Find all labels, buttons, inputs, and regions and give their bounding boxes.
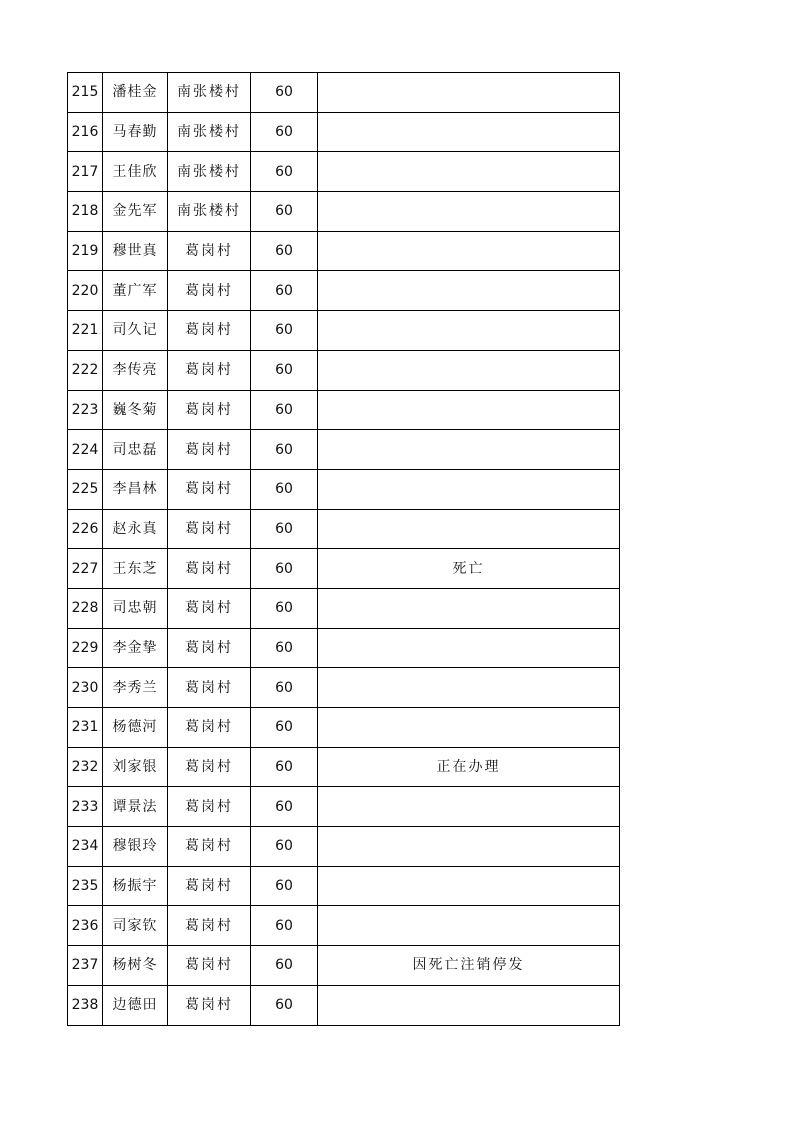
row-number: 237 [68, 946, 103, 986]
village-name: 葛岗村 [168, 390, 251, 430]
remark-cell [318, 985, 620, 1025]
table-row [68, 946, 620, 986]
table-row [68, 866, 620, 906]
amount-cell: 60 [251, 747, 318, 787]
village-name: 葛岗村 [168, 430, 251, 470]
remark-cell [318, 668, 620, 708]
row-number: 223 [68, 390, 103, 430]
amount-cell: 60 [251, 231, 318, 271]
row-number: 225 [68, 469, 103, 509]
person-name: 杨树冬 [103, 946, 168, 986]
amount-cell: 60 [251, 906, 318, 946]
amount-cell: 60 [251, 192, 318, 232]
amount-cell: 60 [251, 390, 318, 430]
row-number: 218 [68, 192, 103, 232]
remark-cell [318, 350, 620, 390]
person-name: 穆银玲 [103, 827, 168, 867]
village-name: 葛岗村 [168, 827, 251, 867]
person-name: 王佳欣 [103, 152, 168, 192]
amount-cell: 60 [251, 509, 318, 549]
person-name: 司忠朝 [103, 588, 168, 628]
row-number: 232 [68, 747, 103, 787]
village-name: 葛岗村 [168, 787, 251, 827]
village-name: 南张楼村 [168, 73, 251, 113]
person-name: 谭景法 [103, 787, 168, 827]
amount-cell: 60 [251, 628, 318, 668]
remark-cell [318, 708, 620, 748]
amount-cell: 60 [251, 152, 318, 192]
person-name: 马春勤 [103, 112, 168, 152]
amount-cell: 60 [251, 112, 318, 152]
table-row [68, 350, 620, 390]
row-number: 229 [68, 628, 103, 668]
table-row [68, 73, 620, 113]
remark-cell [318, 112, 620, 152]
table-row [68, 985, 620, 1025]
table-row [68, 311, 620, 351]
subsidy-table [67, 72, 620, 1026]
remark-cell [318, 866, 620, 906]
row-number: 234 [68, 827, 103, 867]
remark-cell [318, 430, 620, 470]
amount-cell: 60 [251, 708, 318, 748]
village-name: 葛岗村 [168, 469, 251, 509]
village-name: 葛岗村 [168, 985, 251, 1025]
person-name: 巍冬菊 [103, 390, 168, 430]
village-name: 葛岗村 [168, 231, 251, 271]
row-number: 228 [68, 588, 103, 628]
amount-cell: 60 [251, 350, 318, 390]
amount-cell: 60 [251, 946, 318, 986]
table-body [68, 73, 620, 1026]
table-row [68, 747, 620, 787]
remark-cell [318, 271, 620, 311]
village-name: 葛岗村 [168, 747, 251, 787]
table-row [68, 906, 620, 946]
village-name: 葛岗村 [168, 906, 251, 946]
village-name: 南张楼村 [168, 192, 251, 232]
amount-cell: 60 [251, 311, 318, 351]
amount-cell: 60 [251, 73, 318, 113]
village-name: 葛岗村 [168, 866, 251, 906]
remark-cell: 因死亡注销停发 [318, 946, 620, 986]
row-number: 219 [68, 231, 103, 271]
row-number: 215 [68, 73, 103, 113]
table-row [68, 152, 620, 192]
remark-cell [318, 311, 620, 351]
remark-cell [318, 192, 620, 232]
amount-cell: 60 [251, 985, 318, 1025]
row-number: 222 [68, 350, 103, 390]
table-row [68, 192, 620, 232]
table-row [68, 549, 620, 589]
person-name: 穆世真 [103, 231, 168, 271]
table-row [68, 588, 620, 628]
table-row [68, 668, 620, 708]
remark-cell: 死亡 [318, 549, 620, 589]
table-row [68, 469, 620, 509]
table-row [68, 509, 620, 549]
table-row [68, 112, 620, 152]
village-name: 葛岗村 [168, 628, 251, 668]
village-name: 葛岗村 [168, 311, 251, 351]
remark-cell [318, 73, 620, 113]
remark-cell [318, 827, 620, 867]
amount-cell: 60 [251, 469, 318, 509]
amount-cell: 60 [251, 787, 318, 827]
row-number: 221 [68, 311, 103, 351]
person-name: 杨振宇 [103, 866, 168, 906]
person-name: 李传亮 [103, 350, 168, 390]
table-row [68, 271, 620, 311]
remark-cell [318, 628, 620, 668]
person-name: 董广军 [103, 271, 168, 311]
remark-cell [318, 588, 620, 628]
person-name: 潘桂金 [103, 73, 168, 113]
person-name: 边德田 [103, 985, 168, 1025]
row-number: 227 [68, 549, 103, 589]
remark-cell [318, 469, 620, 509]
amount-cell: 60 [251, 866, 318, 906]
person-name: 司忠磊 [103, 430, 168, 470]
table-row [68, 430, 620, 470]
row-number: 231 [68, 708, 103, 748]
person-name: 赵永真 [103, 509, 168, 549]
village-name: 葛岗村 [168, 668, 251, 708]
village-name: 葛岗村 [168, 271, 251, 311]
village-name: 葛岗村 [168, 708, 251, 748]
village-name: 葛岗村 [168, 946, 251, 986]
table-row [68, 708, 620, 748]
table-row [68, 628, 620, 668]
amount-cell: 60 [251, 271, 318, 311]
remark-cell [318, 390, 620, 430]
amount-cell: 60 [251, 549, 318, 589]
person-name: 司久记 [103, 311, 168, 351]
person-name: 司家钦 [103, 906, 168, 946]
amount-cell: 60 [251, 430, 318, 470]
village-name: 葛岗村 [168, 549, 251, 589]
person-name: 杨德河 [103, 708, 168, 748]
table-row [68, 231, 620, 271]
amount-cell: 60 [251, 827, 318, 867]
person-name: 金先军 [103, 192, 168, 232]
row-number: 220 [68, 271, 103, 311]
row-number: 235 [68, 866, 103, 906]
table-row [68, 390, 620, 430]
row-number: 224 [68, 430, 103, 470]
remark-cell [318, 231, 620, 271]
person-name: 王东芝 [103, 549, 168, 589]
row-number: 238 [68, 985, 103, 1025]
village-name: 南张楼村 [168, 112, 251, 152]
row-number: 233 [68, 787, 103, 827]
village-name: 葛岗村 [168, 350, 251, 390]
table-row [68, 787, 620, 827]
amount-cell: 60 [251, 668, 318, 708]
row-number: 236 [68, 906, 103, 946]
remark-cell [318, 906, 620, 946]
amount-cell: 60 [251, 588, 318, 628]
row-number: 217 [68, 152, 103, 192]
row-number: 226 [68, 509, 103, 549]
village-name: 南张楼村 [168, 152, 251, 192]
row-number: 216 [68, 112, 103, 152]
remark-cell: 正在办理 [318, 747, 620, 787]
village-name: 葛岗村 [168, 588, 251, 628]
person-name: 李秀兰 [103, 668, 168, 708]
person-name: 李金挚 [103, 628, 168, 668]
person-name: 李昌林 [103, 469, 168, 509]
village-name: 葛岗村 [168, 509, 251, 549]
row-number: 230 [68, 668, 103, 708]
remark-cell [318, 509, 620, 549]
remark-cell [318, 152, 620, 192]
table-row [68, 827, 620, 867]
remark-cell [318, 787, 620, 827]
person-name: 刘家银 [103, 747, 168, 787]
